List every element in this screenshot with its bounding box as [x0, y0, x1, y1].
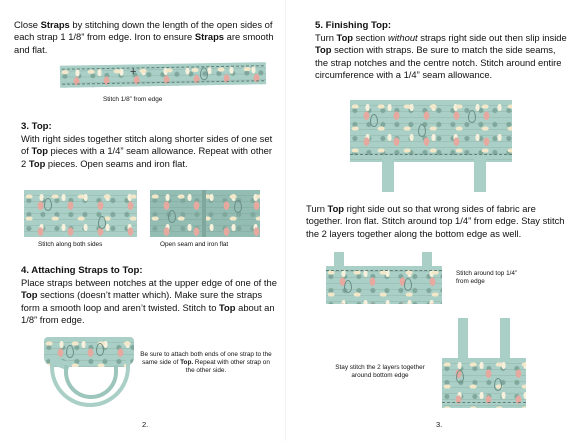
- page-gutter: [285, 0, 286, 441]
- caption-stitch-both-sides: Stitch along both sides: [38, 241, 103, 248]
- top-pieces-open-seam-photo: [150, 190, 260, 237]
- top-instruction: With right sides together stitch along shorter sides of one set of Top pieces with a 1/4” seam allowance. Repeat with other 2 Top pieces. Open seams and iron flat.: [21, 133, 273, 169]
- attaching-instruction: Place straps between notches at the upper edge of one of the Top sections (doesn’t matter which). Make sure the straps form a smooth loop and aren’t twisted. Stitch to Top about an 1/8” from edge.: [21, 277, 277, 326]
- page-number-right: 3.: [436, 420, 443, 429]
- caption-open-seam: Open seam and iron flat: [160, 241, 229, 248]
- stitched-top-photo: [326, 252, 442, 306]
- joined-top-photo: [350, 100, 540, 192]
- straps-attached-photo: [36, 335, 140, 407]
- strap-photo: [60, 62, 266, 88]
- finishing-instruction: Turn Top section without straps right side out then slip inside Top section with straps. Be sure to match the side seams, the strap notches and the centre notch. Stitch around entire circumference with a 1/4” seam allowance.: [315, 32, 567, 81]
- strap-caption: Stitch 1/8” from edge: [103, 96, 163, 103]
- cross-marker: +: [130, 66, 137, 78]
- turn-instruction: Turn Top right side out so that wrong sides of fabric are together. Iron flat. Stitch around top 1/4” from edge. Stay stitch the 2 layers together along the bottom edge as well.: [306, 203, 565, 239]
- attaching-heading: 4. Attaching Straps to Top:: [21, 265, 143, 276]
- right-page: [290, 0, 570, 441]
- close-straps-instruction: Close Straps by stitching down the length of the open sides of each strap 1 1/8” from edge. Iron to ensure Straps are smooth and flat.: [14, 19, 274, 55]
- top-pieces-stitched-photo: [24, 190, 137, 237]
- top-heading: 3. Top:: [21, 121, 52, 132]
- finishing-heading: 5. Finishing Top:: [315, 20, 392, 31]
- attach-note: Be sure to attach both ends of one strap to the same side of Top. Repeat with other strap on the other side.: [140, 351, 272, 374]
- caption-stitch-top: Stitch around top 1/4” from edge: [456, 270, 518, 285]
- page-number-left: 2.: [142, 420, 149, 429]
- caption-stay-stitch: Stay stitch the 2 layers together around bottom edge: [335, 364, 425, 379]
- finished-bag-photo: [442, 318, 526, 410]
